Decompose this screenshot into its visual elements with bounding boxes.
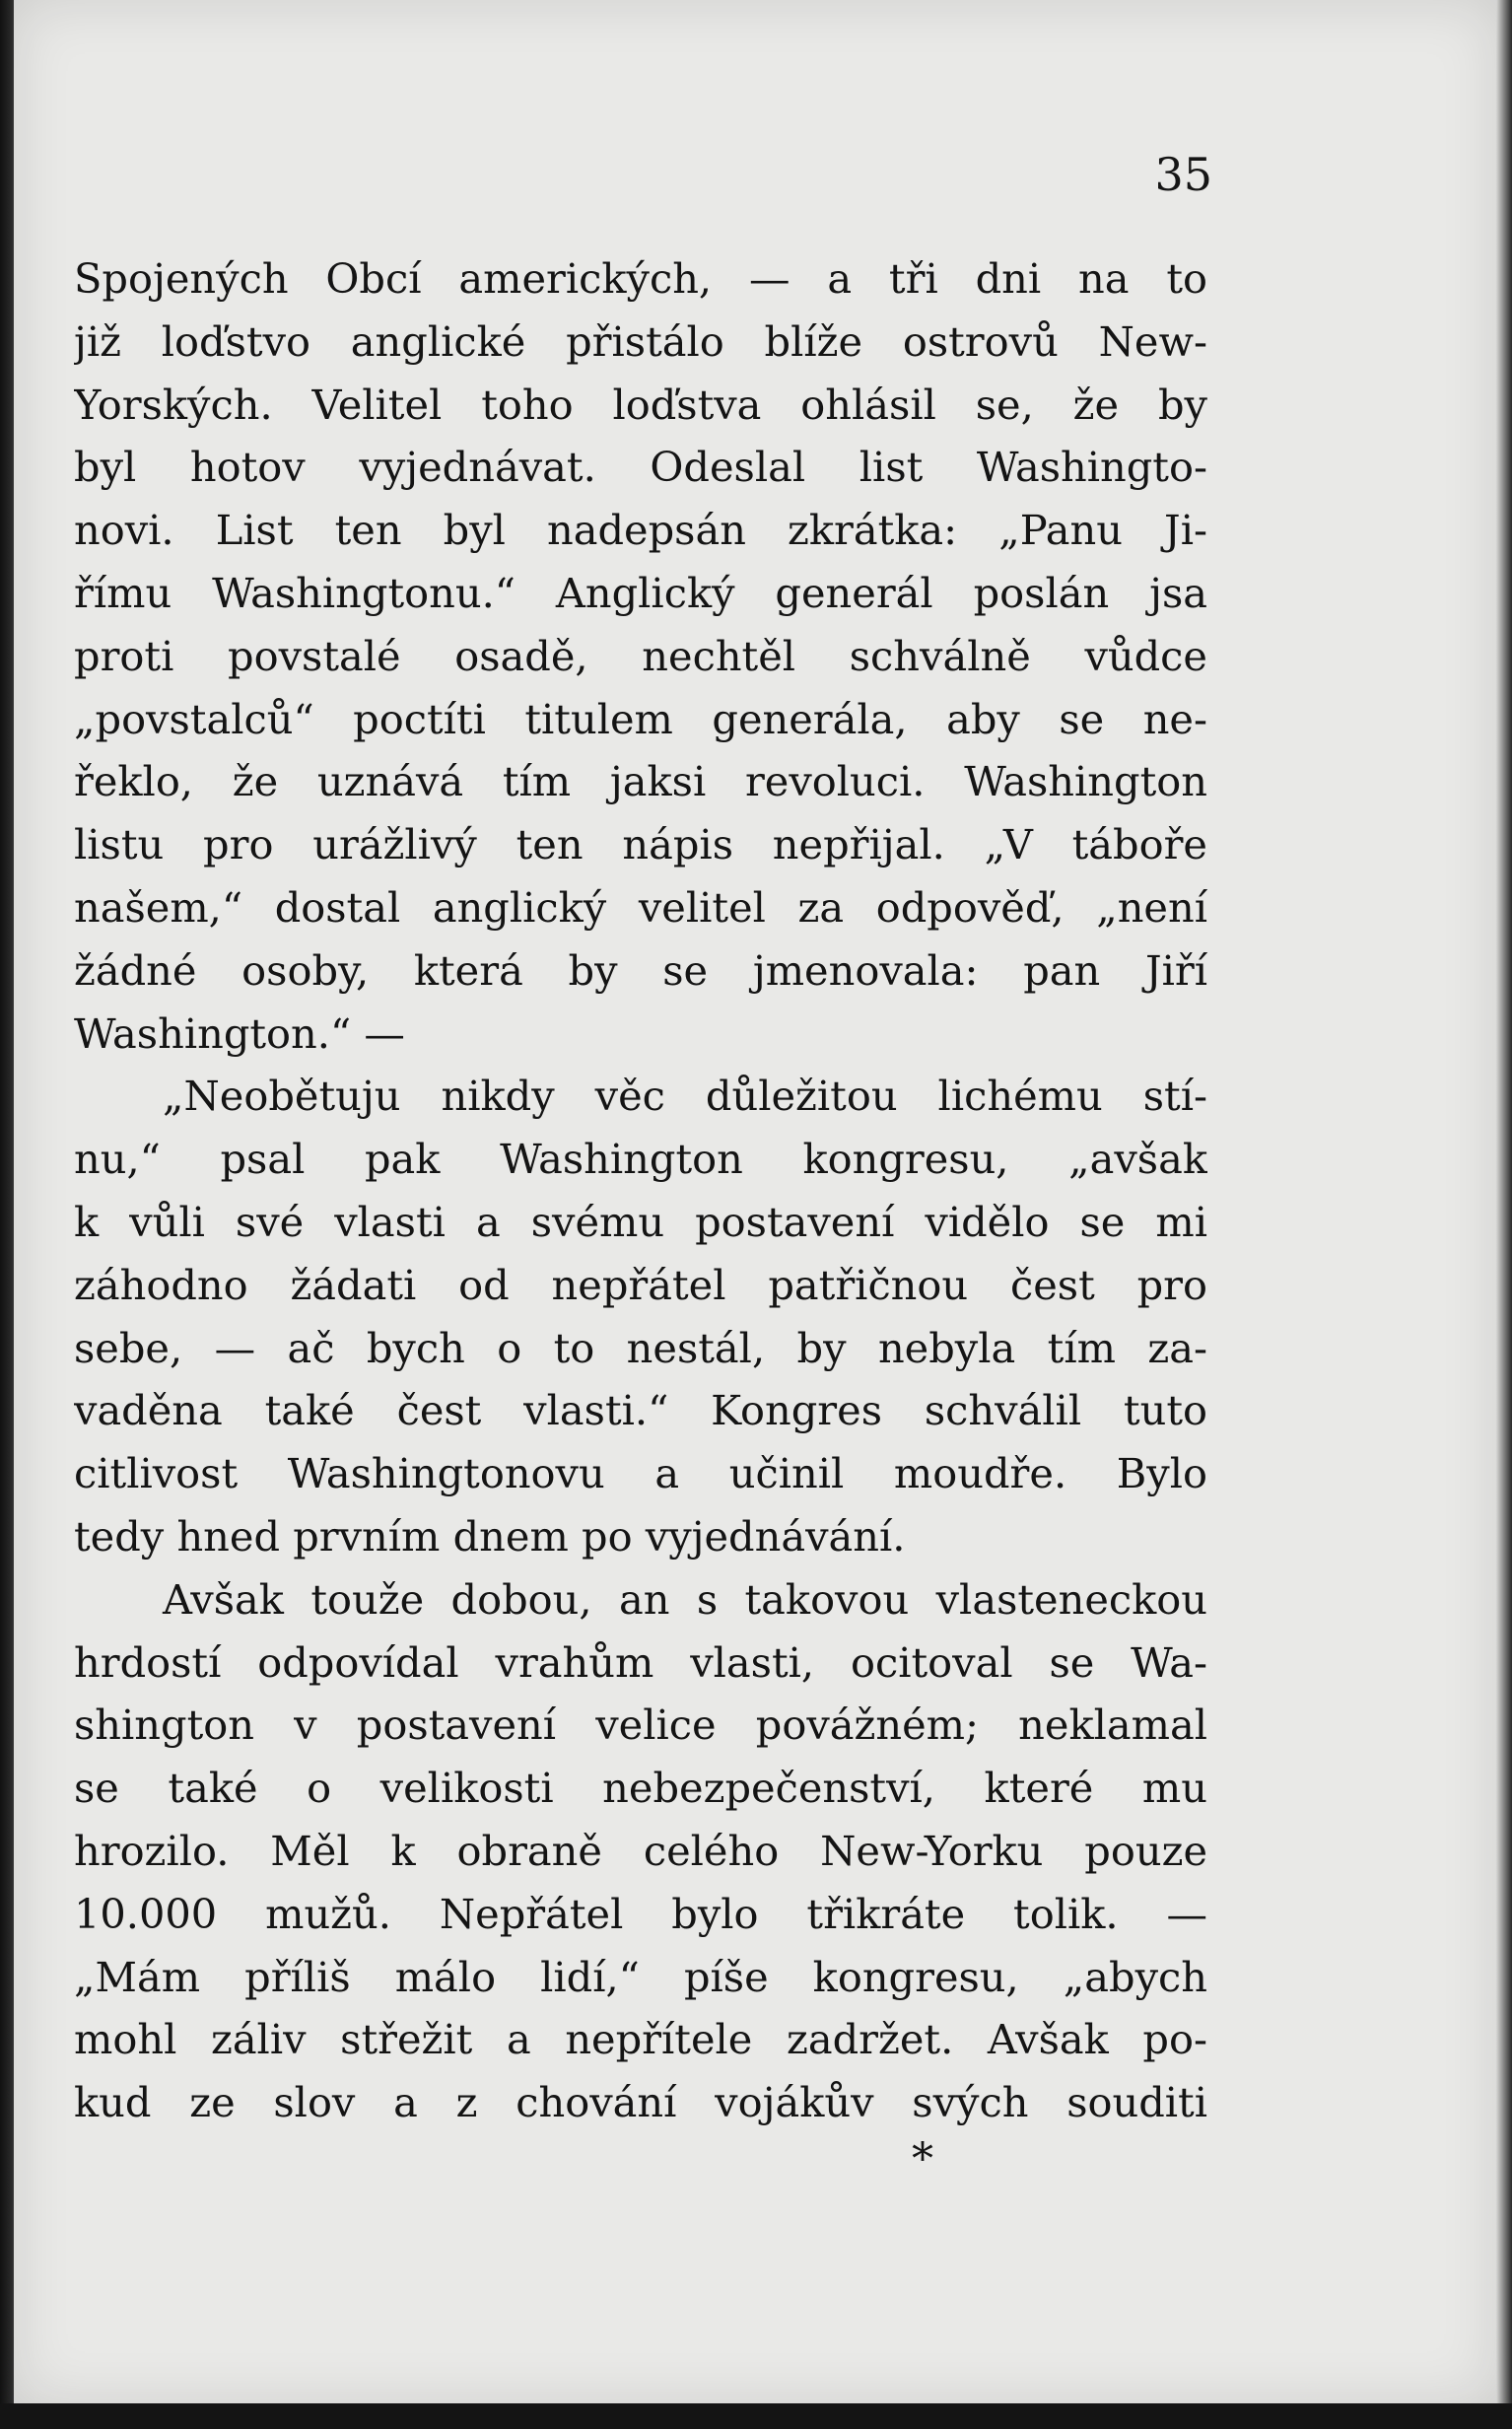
- text-line: vaděna také čest vlasti.“ Kongres schválil tuto: [74, 1386, 1207, 1435]
- text-line: Washington.“ —: [74, 1008, 405, 1058]
- text-line: hrdostí odpovídal vrahům vlasti, ocitoval se Wa-: [74, 1637, 1207, 1687]
- text-line: kud ze slov a z chování vojákův svých souditi: [74, 2078, 1207, 2127]
- text-line: záhodno žádati od nepřátel patřičnou čest pro: [74, 1260, 1207, 1309]
- text-line: Yorských. Velitel toho loďstva ohlásil se, že by: [74, 380, 1207, 429]
- text-line: „Neobětuju nikdy věc důležitou lichému stí-: [163, 1072, 1207, 1121]
- text-line: byl hotov vyjednávat. Odeslal list Washingto-: [74, 443, 1207, 492]
- text-line: našem,“ dostal anglický velitel za odpověď, „není: [74, 882, 1207, 932]
- body-text: [74, 247, 1207, 2134]
- text-line: proti povstalé osadě, nechtěl schválně vůdce: [74, 631, 1207, 680]
- text-line: řeklo, že uznává tím jaksi revoluci. Washington: [74, 757, 1207, 806]
- text-line: Avšak touže dobou, an s takovou vlasteneckou: [163, 1574, 1207, 1624]
- page-number: 35: [1154, 148, 1212, 201]
- text-line: k vůli své vlasti a svému postavení vidělo se mi: [74, 1197, 1207, 1246]
- text-line: Spojených Obcí amerických, — a tři dni na to: [74, 254, 1207, 303]
- text-line: 10.000 mužů. Nepřátel bylo třikráte tolik. —: [74, 1889, 1207, 1938]
- text-line: shington v postavení velice povážném; neklamal: [74, 1700, 1207, 1750]
- text-line: listu pro urážlivý ten nápis nepřijal. „V táboře: [74, 820, 1207, 869]
- text-line: hrozilo. Měl k obraně celého New-Yorku pouze: [74, 1826, 1207, 1875]
- text-line: se také o velikosti nebezpečenství, které mu: [74, 1764, 1207, 1813]
- text-line: římu Washingtonu.“ Anglický generál poslán jsa: [74, 568, 1207, 617]
- text-line: nu,“ psal pak Washington kongresu, „avšak: [74, 1135, 1207, 1184]
- text-line: žádné osoby, která by se jmenovala: pan Jiří: [74, 945, 1207, 995]
- page-bottom-edge: [0, 2403, 1512, 2429]
- text-line: tedy hned prvním dnem po vyjednávání.: [74, 1511, 906, 1561]
- text-line: již loďstvo anglické přistálo blíže ostrovů New-: [74, 316, 1207, 366]
- text-line: „Mám příliš málo lidí,“ píše kongresu, „abych: [74, 1952, 1207, 2001]
- signature-mark: *: [912, 2134, 933, 2185]
- text-line: citlivost Washingtonovu a učinil moudře. Bylo: [74, 1449, 1207, 1498]
- text-line: „povstalců“ poctíti titulem generála, aby se ne-: [74, 694, 1207, 743]
- page-right-edge: [1496, 0, 1512, 2429]
- text-line: sebe, — ač bych o to nestál, by nebyla tím za-: [74, 1323, 1207, 1372]
- text-line: novi. List ten byl nadepsán zkrátka: „Panu Ji-: [74, 506, 1207, 555]
- text-line: mohl záliv střežit a nepřítele zadržet. Avšak po-: [74, 2015, 1207, 2064]
